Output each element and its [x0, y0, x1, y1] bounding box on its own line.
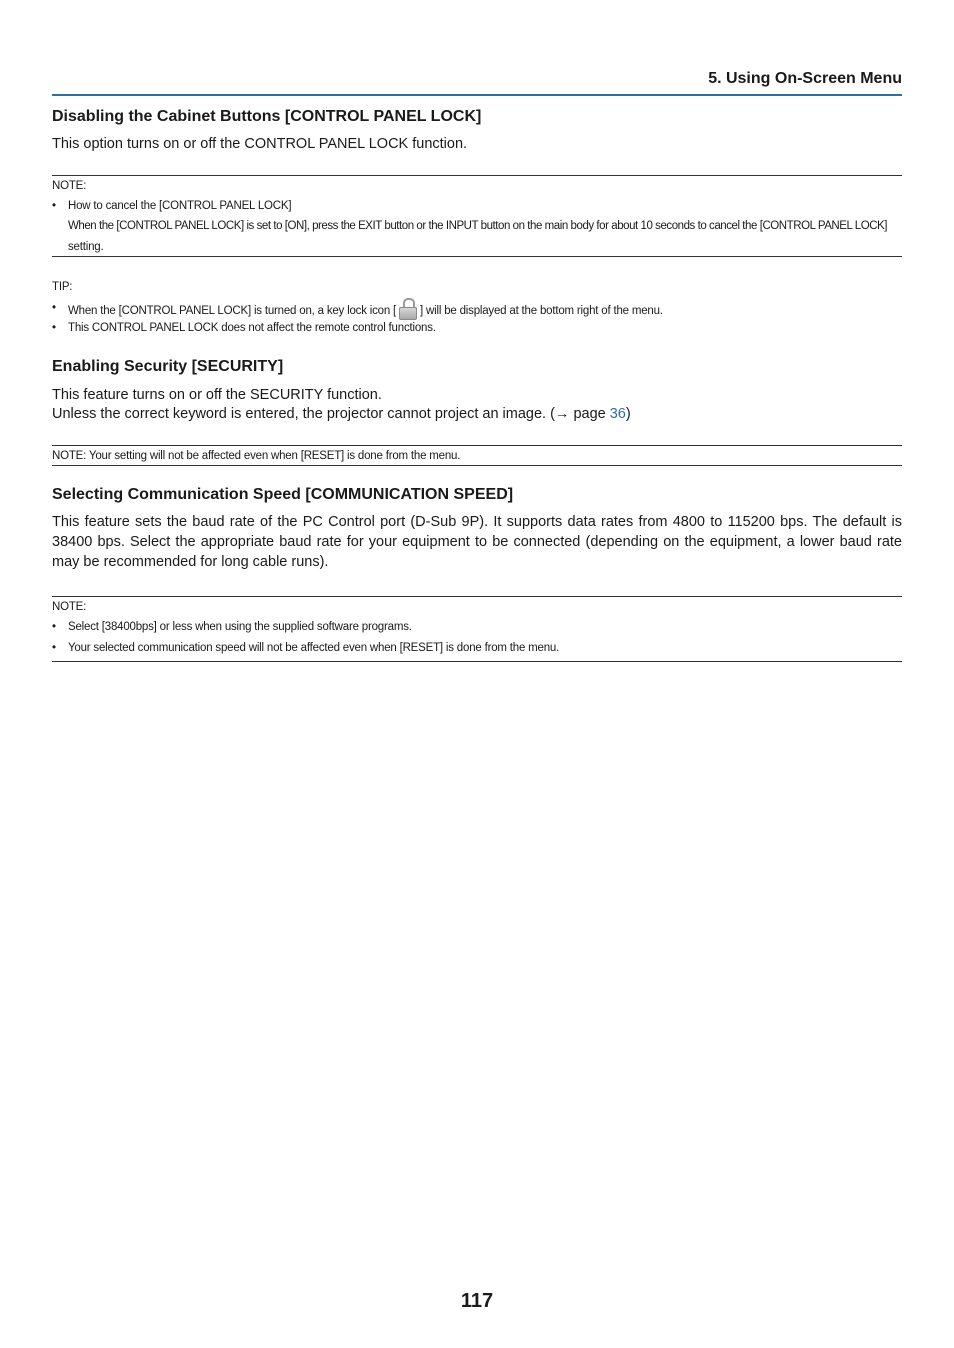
- page-header: [52, 70, 902, 96]
- section-heading-communication-speed: Selecting Communication Speed [COMMUNICATION SPEED]: [52, 486, 514, 503]
- note-item-text-cont: setting.: [68, 241, 104, 253]
- chapter-title: 5. Using On-Screen Menu: [708, 70, 902, 87]
- tip-item-text-before: When the [CONTROL PANEL LOCK] is turned on, a key lock icon [: [68, 305, 397, 317]
- note-item-text: When the [CONTROL PANEL LOCK] is set to [ON], press the EXIT button or the INPUT button on the main body for about 10 seconds to cancel the [CONTROL PANEL LOCK]: [68, 220, 888, 232]
- page-number: 117: [460, 1290, 494, 1312]
- tip-item-remote: This CONTROL PANEL LOCK does not affect the remote control functions.: [68, 322, 436, 334]
- note-item-baud: Select [38400bps] or less when using the supplied software programs.: [68, 621, 412, 633]
- body-text: ): [625, 406, 631, 422]
- note-item-title: How to cancel the [CONTROL PANEL LOCK]: [68, 200, 292, 212]
- bullet: •: [52, 302, 57, 314]
- lock-icon: [398, 298, 418, 320]
- section-body-security-line1: This feature turns on or off the SECURITY function.: [52, 387, 382, 403]
- section-body-control-panel-lock: This option turns on or off the CONTROL PANEL LOCK function.: [52, 136, 468, 152]
- bullet: •: [52, 200, 57, 212]
- note-bottom-rule: [52, 256, 902, 257]
- page-link[interactable]: 36: [609, 406, 626, 422]
- note-label: NOTE:: [52, 180, 87, 192]
- note-item-reset: Your selected communication speed will not be affected even when [RESET] is done from the menu.: [68, 642, 560, 654]
- note-bottom-rule: [52, 661, 902, 662]
- bullet: •: [52, 642, 57, 654]
- section-heading-security: Enabling Security [SECURITY]: [52, 358, 284, 375]
- tip-label: TIP:: [52, 281, 73, 293]
- bullet: •: [52, 322, 57, 334]
- note-label: NOTE:: [52, 601, 87, 613]
- note-bottom-rule: [52, 465, 902, 466]
- body-text: Unless the correct keyword is entered, the projector cannot project an image. (→ page: [52, 406, 610, 422]
- section-body-security-line2: [52, 404, 902, 424]
- section-heading-control-panel-lock: Disabling the Cabinet Buttons [CONTROL PANEL LOCK]: [52, 108, 482, 125]
- bullet: •: [52, 621, 57, 633]
- section-body-communication-speed: This feature sets the baud rate of the PC Control port (D-Sub 9P). It supports data rates from 4800 to 115200 bps. The default is 38400 bps. Select the appropriate baud rate for your equipment to be connected (depending on the equipment, a lower baud rate may be recommended for long cable runs).: [52, 514, 902, 570]
- tip-item-text-after: ] will be displayed at the bottom right of the menu.: [420, 305, 663, 317]
- security-note: NOTE: Your setting will not be affected even when [RESET] is done from the menu.: [52, 450, 461, 462]
